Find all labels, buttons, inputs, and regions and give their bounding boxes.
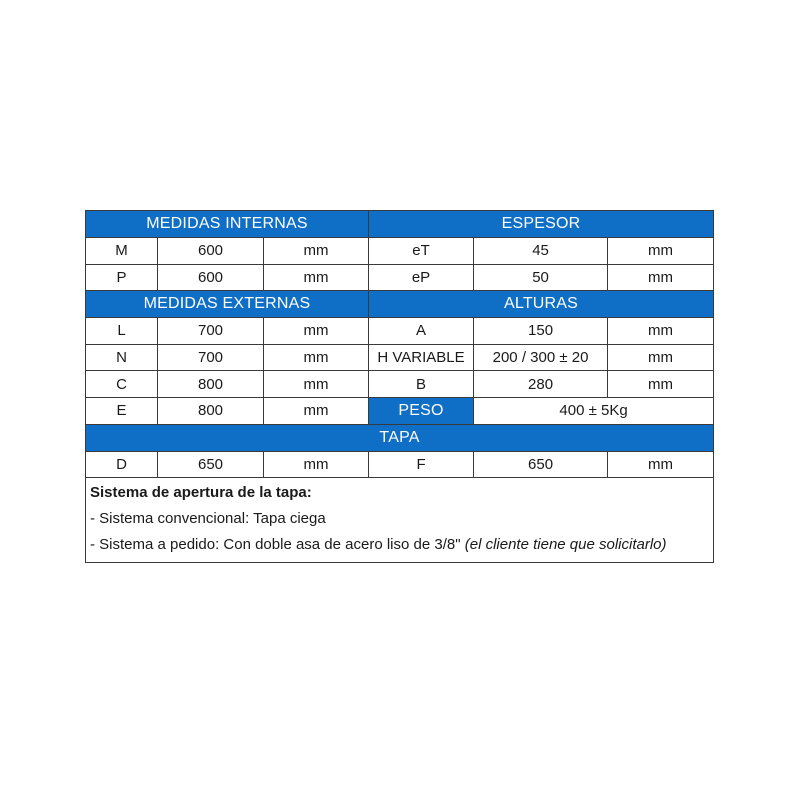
header-row-external-heights [86,291,714,318]
notes-line-on-request [90,532,709,558]
cell-label-h-variable: H VARIABLE [369,344,474,371]
header-thickness: ESPESOR [369,211,714,238]
cell-label-d: D [86,451,158,478]
cell-unit-f: mm [608,451,714,478]
notes-line-on-request-italic: (el cliente tiene que solicitarlo) [464,536,667,554]
cell-label-et: eT [369,238,474,265]
header-lid: TAPA [86,424,714,451]
cell-label-l: L [86,318,158,345]
cell-value-m: 600 [158,238,264,265]
notes-cell [86,478,714,563]
cell-unit-h-variable: mm [608,344,714,371]
cell-unit-d: mm [264,451,369,478]
cell-value-f: 650 [474,451,608,478]
cell-value-c: 800 [158,371,264,398]
cell-label-ep: eP [369,264,474,291]
cell-value-a: 150 [474,318,608,345]
notes-title: Sistema de apertura de la tapa: [90,484,312,502]
table-row-n [86,344,714,371]
cell-unit-ep: mm [608,264,714,291]
cell-value-b: 280 [474,371,608,398]
cell-unit-m: mm [264,238,369,265]
cell-value-p: 600 [158,264,264,291]
cell-unit-l: mm [264,318,369,345]
cell-value-e: 800 [158,397,264,424]
cell-label-e: E [86,397,158,424]
cell-value-et: 45 [474,238,608,265]
table-row-c [86,371,714,398]
cell-unit-c: mm [264,371,369,398]
cell-label-a: A [369,318,474,345]
cell-unit-et: mm [608,238,714,265]
header-heights: ALTURAS [369,291,714,318]
cell-unit-p: mm [264,264,369,291]
cell-label-n: N [86,344,158,371]
cell-label-f: F [369,451,474,478]
cell-value-h-variable: 200 / 300 ± 20 [474,344,608,371]
header-row-internal-thickness [86,211,714,238]
notes-line-on-request-text: - Sistema a pedido: Con doble asa de acero liso de 3/8" [90,536,465,554]
cell-value-weight: 400 ± 5Kg [474,397,714,424]
cell-value-l: 700 [158,318,264,345]
header-external-measures: MEDIDAS EXTERNAS [86,291,369,318]
cell-unit-n: mm [264,344,369,371]
header-row-lid [86,424,714,451]
cell-value-n: 700 [158,344,264,371]
specifications-table [85,210,714,563]
table-row-l [86,318,714,345]
cell-label-b: B [369,371,474,398]
table-row-p [86,264,714,291]
cell-unit-e: mm [264,397,369,424]
table-row-d [86,451,714,478]
header-weight: PESO [369,397,474,424]
cell-unit-a: mm [608,318,714,345]
notes-line-conventional: - Sistema convencional: Tapa ciega [90,510,326,528]
cell-unit-b: mm [608,371,714,398]
header-internal-measures: MEDIDAS INTERNAS [86,211,369,238]
cell-label-p: P [86,264,158,291]
cell-value-d: 650 [158,451,264,478]
cell-label-m: M [86,238,158,265]
cell-value-ep: 50 [474,264,608,291]
cell-label-c: C [86,371,158,398]
table-row-e [86,397,714,424]
notes-row [86,478,714,563]
table-row-m [86,238,714,265]
